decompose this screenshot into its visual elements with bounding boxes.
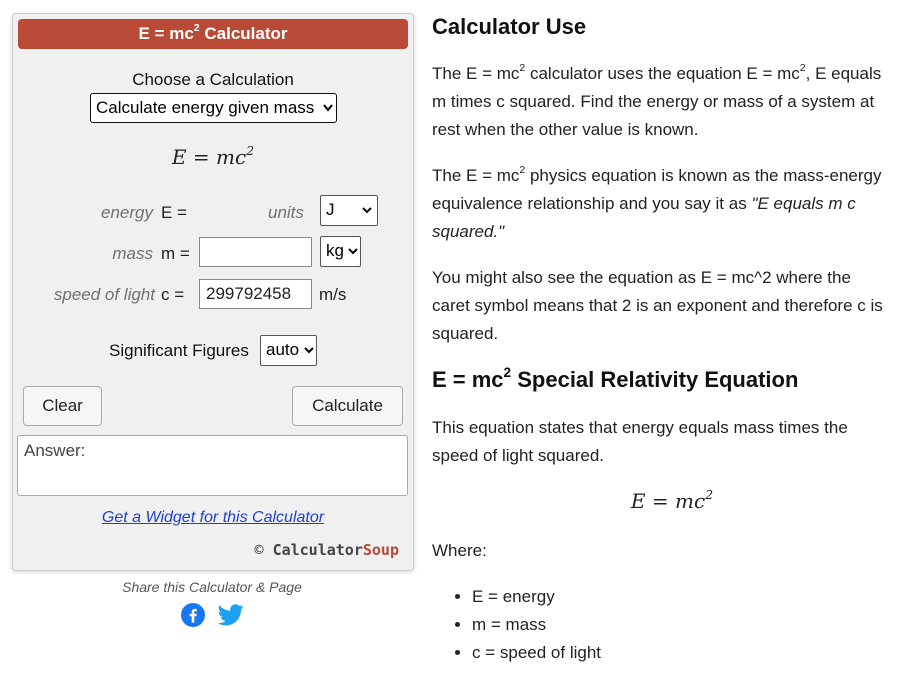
heading2-sup: 2 — [503, 365, 512, 381]
choose-calculation-label: Choose a Calculation — [132, 70, 294, 89]
get-widget-link[interactable]: Get a Widget for this Calculator — [101, 509, 325, 526]
formula-rhs: mc — [216, 145, 247, 169]
speed-of-light-input[interactable]: 299792458 — [199, 279, 312, 309]
p1-sup-2: 2 — [799, 62, 806, 75]
mass-unit-value: kg — [326, 241, 344, 260]
p2-text-a: The E = mc — [432, 166, 520, 185]
calculator-title — [18, 19, 408, 49]
formula-equals: = — [186, 145, 217, 169]
paragraph-2 — [432, 162, 887, 246]
article-formula-equals: = — [645, 489, 676, 513]
paragraph-1 — [432, 60, 887, 144]
definitions-list — [432, 583, 601, 667]
calculation-select-value: Calculate energy given mass — [96, 98, 315, 117]
p1-text-c: , E equals m times c squared. Find the energy or mass of a system at rest when the other value is known. — [432, 64, 882, 139]
mass-input[interactable] — [199, 237, 312, 267]
mass-unit-select[interactable] — [320, 236, 361, 267]
calculate-button[interactable]: Calculate — [292, 386, 403, 426]
calculator-use-heading: Calculator Use — [432, 14, 587, 39]
clear-button[interactable]: Clear — [23, 386, 102, 426]
significant-figures-select[interactable] — [260, 335, 317, 366]
significant-figures-value: auto — [266, 340, 300, 359]
p2-text-b: physics equation is known as the mass-energy equivalence relationship and you say it as — [432, 166, 882, 213]
p2-italic: "E equals m c squared." — [432, 194, 856, 241]
p1-sup-1: 2 — [519, 62, 526, 75]
speed-symbol: c = — [161, 285, 185, 304]
mass-symbol: m = — [161, 244, 190, 263]
special-relativity-heading — [432, 367, 798, 393]
facebook-icon[interactable] — [181, 603, 205, 627]
answer-box — [17, 435, 408, 496]
formula-lhs: E — [171, 145, 187, 169]
article-formula-rhs: mc — [675, 489, 706, 513]
mass-description: mass — [112, 244, 153, 263]
title-suffix: Calculator — [199, 24, 288, 43]
title-superscript: 2 — [193, 22, 200, 35]
energy-description: energy — [101, 203, 153, 222]
formula-display — [13, 145, 413, 169]
title-text: E = mc — [138, 24, 194, 43]
p2-sup: 2 — [519, 164, 526, 177]
share-text: Share this Calculator & Page — [122, 579, 302, 595]
heading2-text-b: Special Relativity Equation — [511, 367, 799, 392]
formula-exponent: 2 — [246, 143, 255, 159]
speed-of-light-description: speed of light — [53, 285, 155, 304]
p1-text-a: The E = mc — [432, 64, 520, 83]
where-label: Where: — [432, 541, 487, 560]
brand-part-1: Calculator — [272, 541, 363, 559]
article-formula-exponent: 2 — [705, 487, 714, 503]
significant-figures-label: Significant Figures — [109, 341, 249, 360]
paragraph-3: You might also see the equation as E = mc^2 where the caret symbol means that 2 is an exponent and therefore c is squared. — [432, 268, 883, 343]
answer-label: Answer: — [24, 441, 86, 460]
energy-symbol: E = — [161, 203, 187, 222]
energy-unit-value: J — [326, 200, 335, 219]
chevron-down-icon — [304, 336, 314, 366]
calculator-panel — [12, 13, 414, 571]
p1-text-b: calculator uses the equation E = mc — [525, 64, 800, 83]
list-item: • E = energy — [472, 583, 601, 611]
brand-part-2: Soup — [362, 541, 399, 559]
heading2-text-a: E = mc — [432, 367, 504, 392]
units-label: units — [268, 203, 304, 222]
article-formula — [432, 489, 898, 513]
calculatorsoup-logo[interactable] — [255, 541, 400, 559]
energy-unit-select[interactable] — [320, 195, 378, 226]
twitter-icon[interactable] — [218, 604, 244, 626]
chevron-down-icon — [348, 237, 358, 267]
chevron-down-icon — [362, 196, 372, 226]
list-item: • m = mass — [472, 611, 601, 639]
chevron-down-icon — [323, 94, 333, 123]
copyright-symbol: © — [254, 541, 264, 559]
speed-unit-label: m/s — [319, 285, 347, 304]
list-item: • c = speed of light — [472, 639, 601, 667]
calculation-select[interactable] — [90, 93, 337, 123]
paragraph-4: This equation states that energy equals mass times the speed of light squared. — [432, 418, 848, 465]
article-formula-lhs: E — [630, 489, 646, 513]
